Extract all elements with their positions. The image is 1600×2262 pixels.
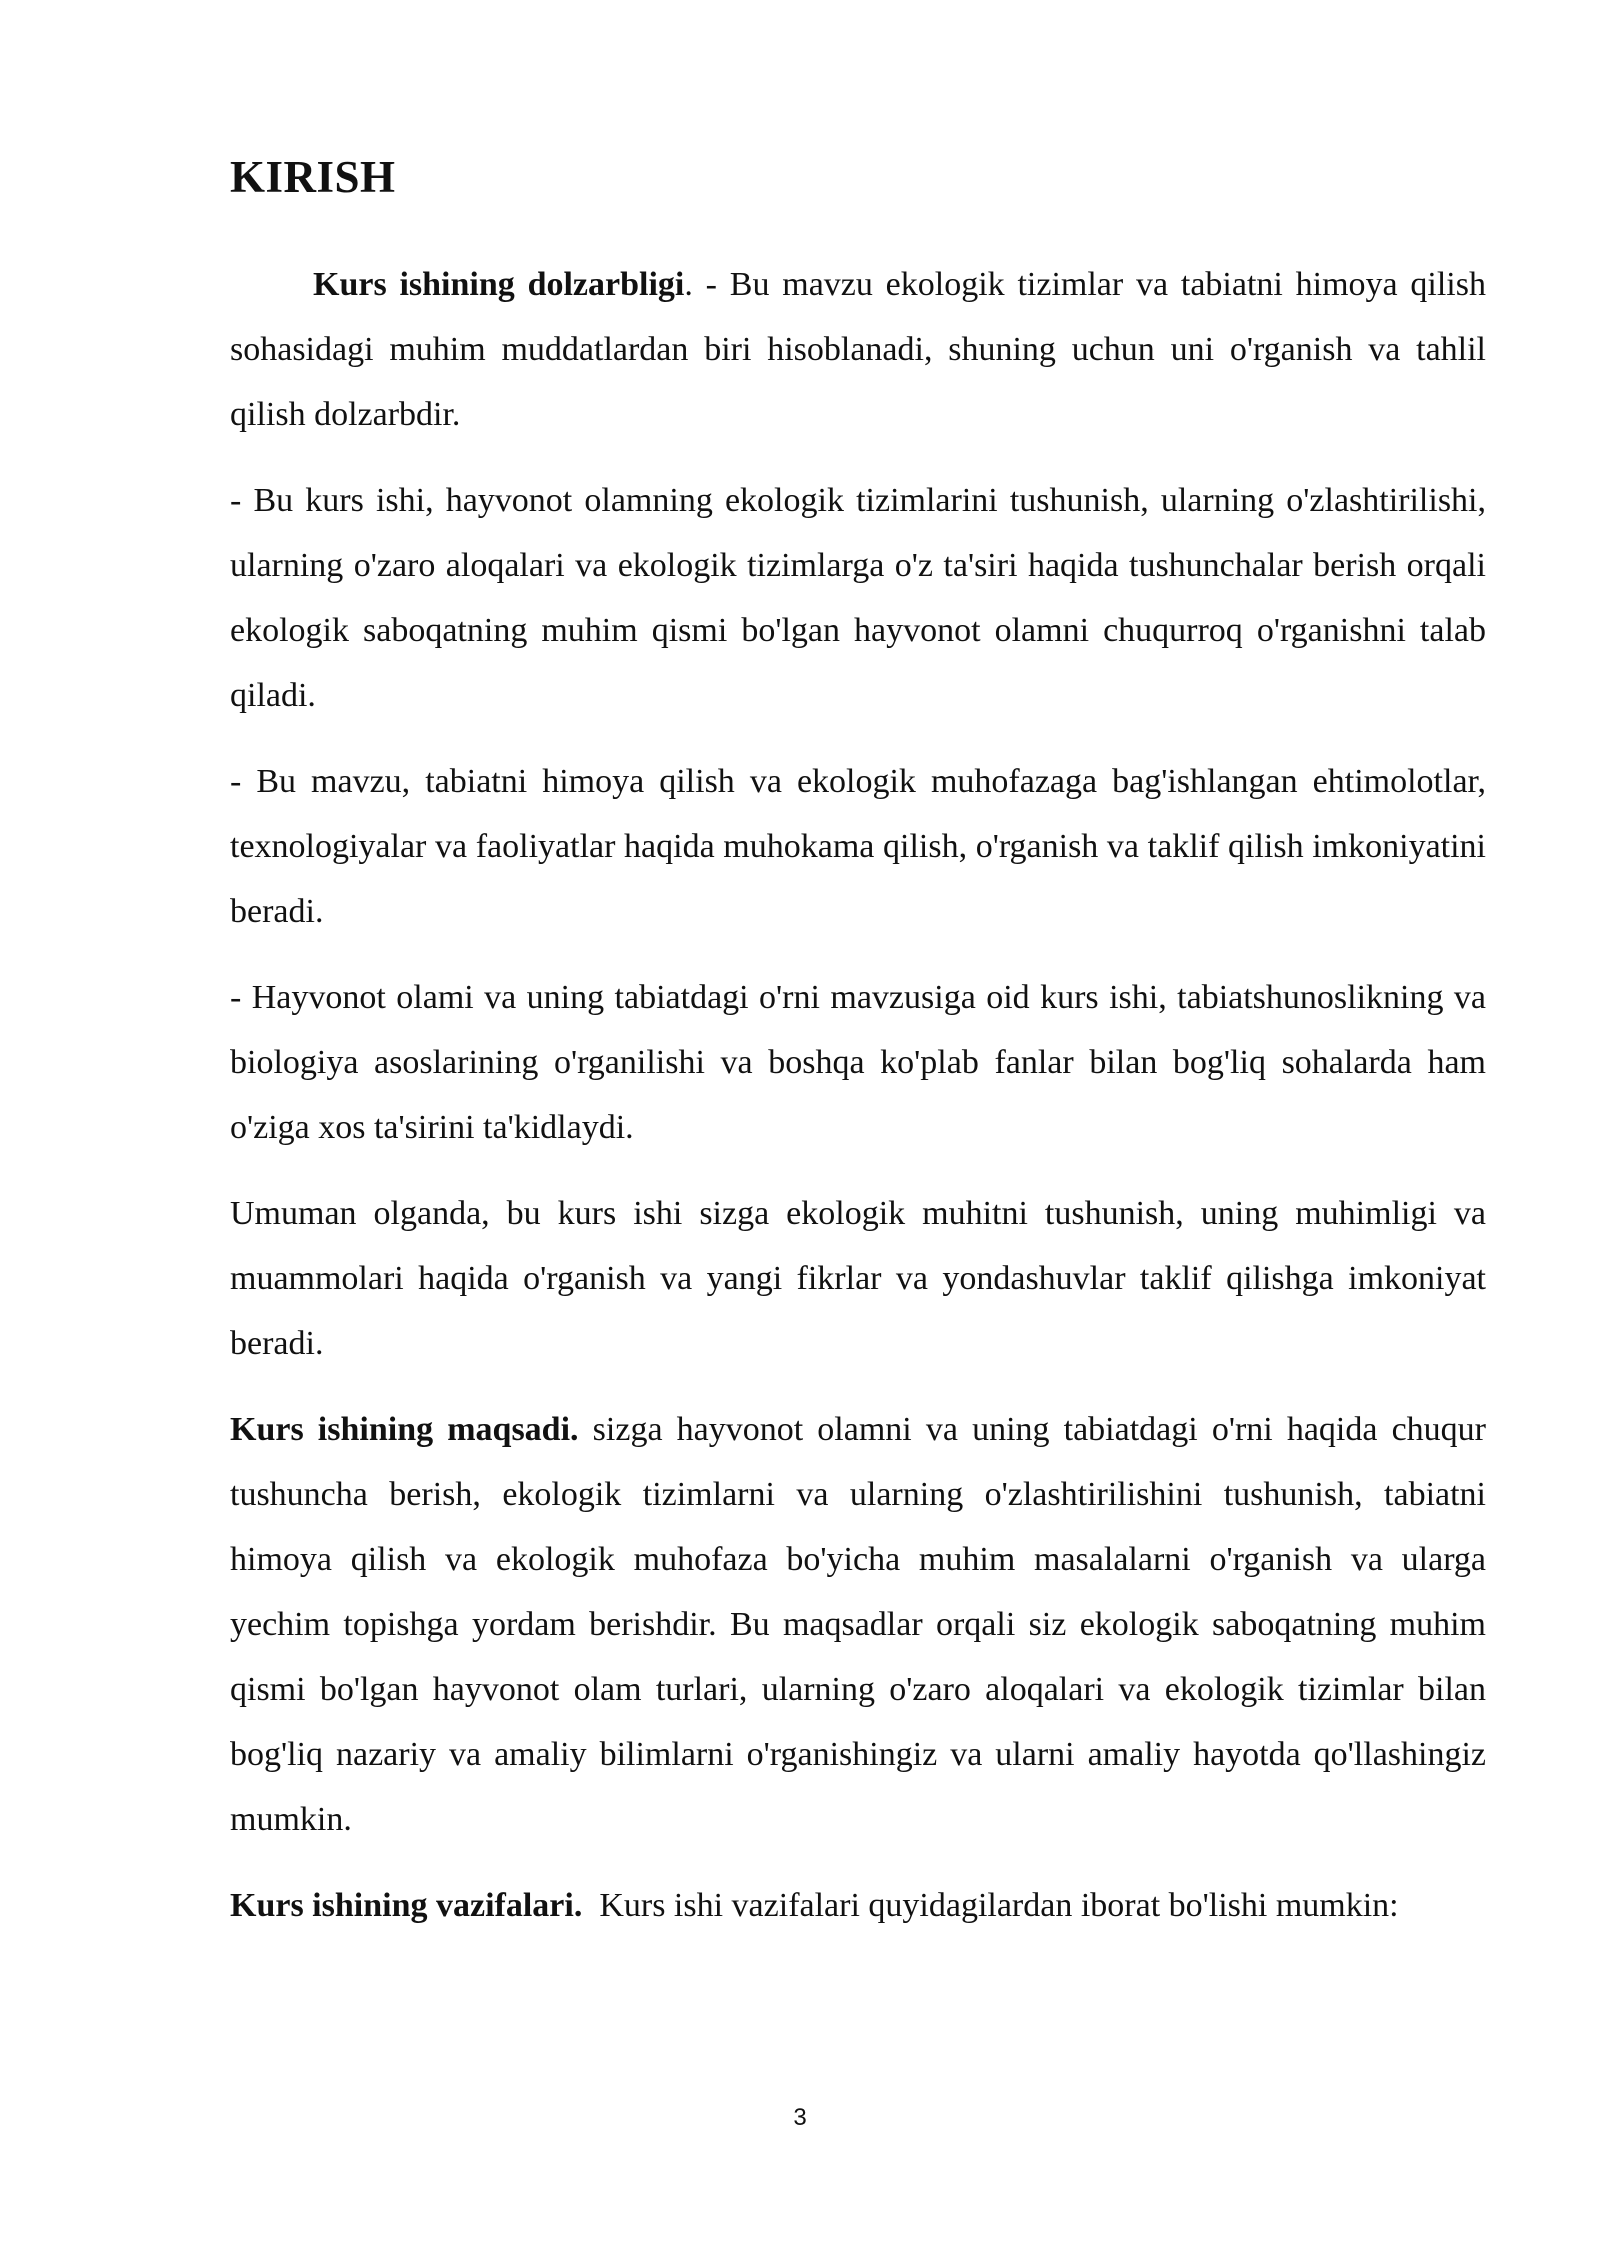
paragraph-text: sizga hayvonot olamni va uning tabiatdagi o'rni haqida chuqur tushuncha berish, ekologik tizimlarni va ularning o'zlashtirilishini tushunish, tabiatni himoya qilish va ekologik muhofaza bo'yicha muhim masalalarni o'rganish va ularga yechim topishga yordam berishdir. Bu maqsadlar orqali siz ekologik saboqatning muhim qismi bo'lgan hayvonot olam turlari, ularning o'zaro aloqalari va ekologik tizimlar bilan bog'liq nazariy va amaliy bilimlarni o'rganishingiz va ularni amaliy hayotda qo'llashingiz mumkin. <box>230 1411 1487 1838</box>
page-number: 3 <box>793 2104 807 2131</box>
paragraph-text: . - Bu mavzu ekologik tizimlar va tabiatni himoya qilish sohasidagi muhim muddatlardan biri hisoblanadi, shuning uchun uni o'rganish va tahlil qilish dolzarbdir. <box>230 266 1486 433</box>
paragraph-bullet-2 <box>230 749 1486 944</box>
paragraph-text: - Bu kurs ishi, hayvonot olamning ekologik tizimlarini tushunish, ularning o'zlashtirilishi, ularning o'zaro aloqalari va ekologik tizimlarga o'z ta'siri haqida tushunchalar berish orqali ekologik saboqatning muhim qismi bo'lgan hayvonot olamni chuqurroq o'rganishni talab qiladi. <box>230 482 1486 714</box>
paragraph-relevance <box>230 252 1486 447</box>
paragraph-text: Umuman olganda, bu kurs ishi sizga ekologik muhitni tushunish, uning muhimligi va muammolari haqida o'rganish va yangi fikrlar va yondashuvlar taklif qilishga imkoniyat beradi. <box>230 1195 1486 1362</box>
page-title: KIRISH <box>230 152 396 202</box>
paragraph-text: - Hayvonot olami va uning tabiatdagi o'rni mavzusiga oid kurs ishi, tabiatshunoslikning va biologiya asoslarining o'rganilishi va boshqa ko'plab fanlar bilan bog'liq sohalarda ham o'ziga xos ta'sirini ta'kidlaydi. <box>230 979 1486 1146</box>
paragraph-bullet-1 <box>230 468 1486 728</box>
paragraph-lead: Kurs ishining vazifalari. <box>230 1887 583 1924</box>
paragraph-text: - Bu mavzu, tabiatni himoya qilish va ekologik muhofazaga bag'ishlangan ehtimolotlar, texnologiyalar va faoliyatlar haqida muhokama qilish, o'rganish va taklif qilish imkoniyatini beradi. <box>230 763 1486 930</box>
paragraph-lead: Kurs ishining maqsadi. <box>230 1411 579 1448</box>
document-page <box>230 150 1486 1959</box>
paragraph-goal <box>230 1397 1486 1852</box>
paragraph-summary <box>230 1181 1486 1376</box>
paragraph-lead: Kurs ishining dolzarbligi <box>313 266 685 303</box>
paragraph-text: Kurs ishi vazifalari quyidagilardan iborat bo'lishi mumkin: <box>582 1887 1399 1924</box>
paragraph-tasks <box>230 1873 1486 1938</box>
paragraph-bullet-3 <box>230 965 1486 1160</box>
